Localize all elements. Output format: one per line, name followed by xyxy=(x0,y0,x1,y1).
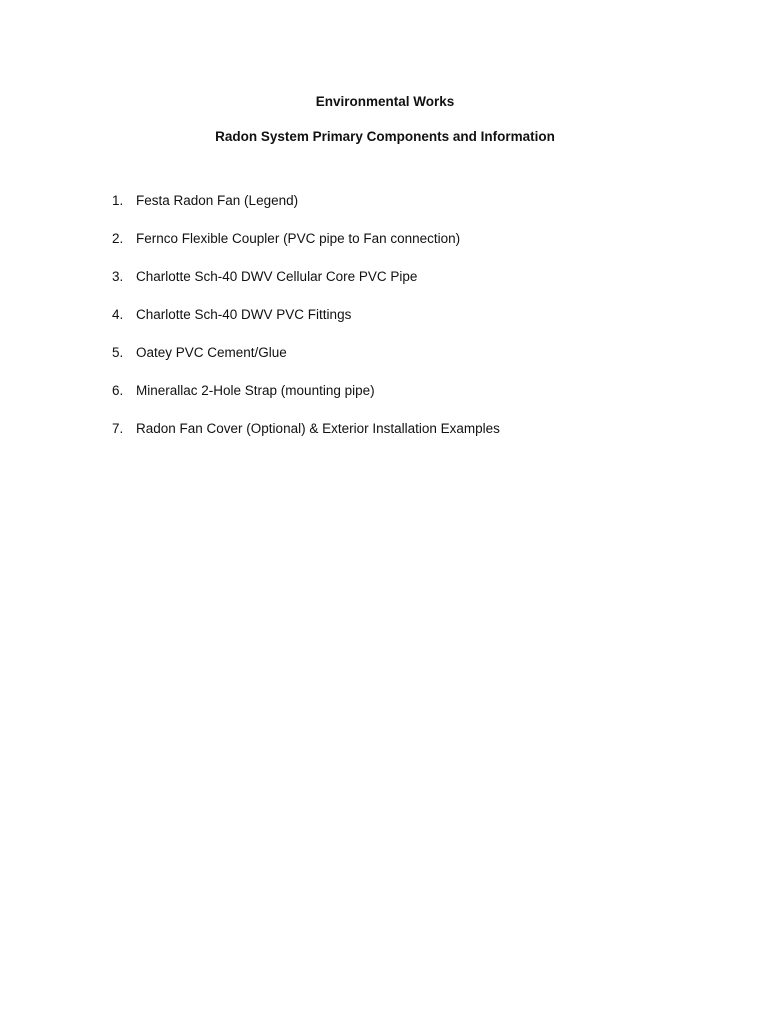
list-item xyxy=(112,421,500,459)
list-item-number: 4. xyxy=(112,307,124,322)
list-item-text: Charlotte Sch-40 DWV Cellular Core PVC Pipe xyxy=(136,269,418,284)
list-item xyxy=(112,345,500,383)
list-item-text: Fernco Flexible Coupler (PVC pipe to Fan connection) xyxy=(136,231,461,246)
list-item-text: Minerallac 2-Hole Strap (mounting pipe) xyxy=(136,383,375,398)
document-subheading: Radon System Primary Components and Information xyxy=(215,129,555,144)
components-list xyxy=(112,193,500,459)
list-item xyxy=(112,231,500,269)
list-item xyxy=(112,307,500,345)
list-item-text: Charlotte Sch-40 DWV PVC Fittings xyxy=(136,307,352,322)
list-item-number: 3. xyxy=(112,269,124,284)
list-item xyxy=(112,269,500,307)
list-item-number: 2. xyxy=(112,231,124,246)
list-item-text: Radon Fan Cover (Optional) & Exterior Installation Examples xyxy=(136,421,500,436)
list-item-number: 5. xyxy=(112,345,124,360)
list-item-text: Oatey PVC Cement/Glue xyxy=(136,345,287,360)
list-item-number: 1. xyxy=(112,193,124,208)
list-item xyxy=(112,383,500,421)
list-item-text: Festa Radon Fan (Legend) xyxy=(136,193,299,208)
document-heading: Environmental Works xyxy=(315,94,455,109)
list-item xyxy=(112,193,500,231)
list-item-number: 7. xyxy=(112,421,124,436)
list-item-number: 6. xyxy=(112,383,124,398)
